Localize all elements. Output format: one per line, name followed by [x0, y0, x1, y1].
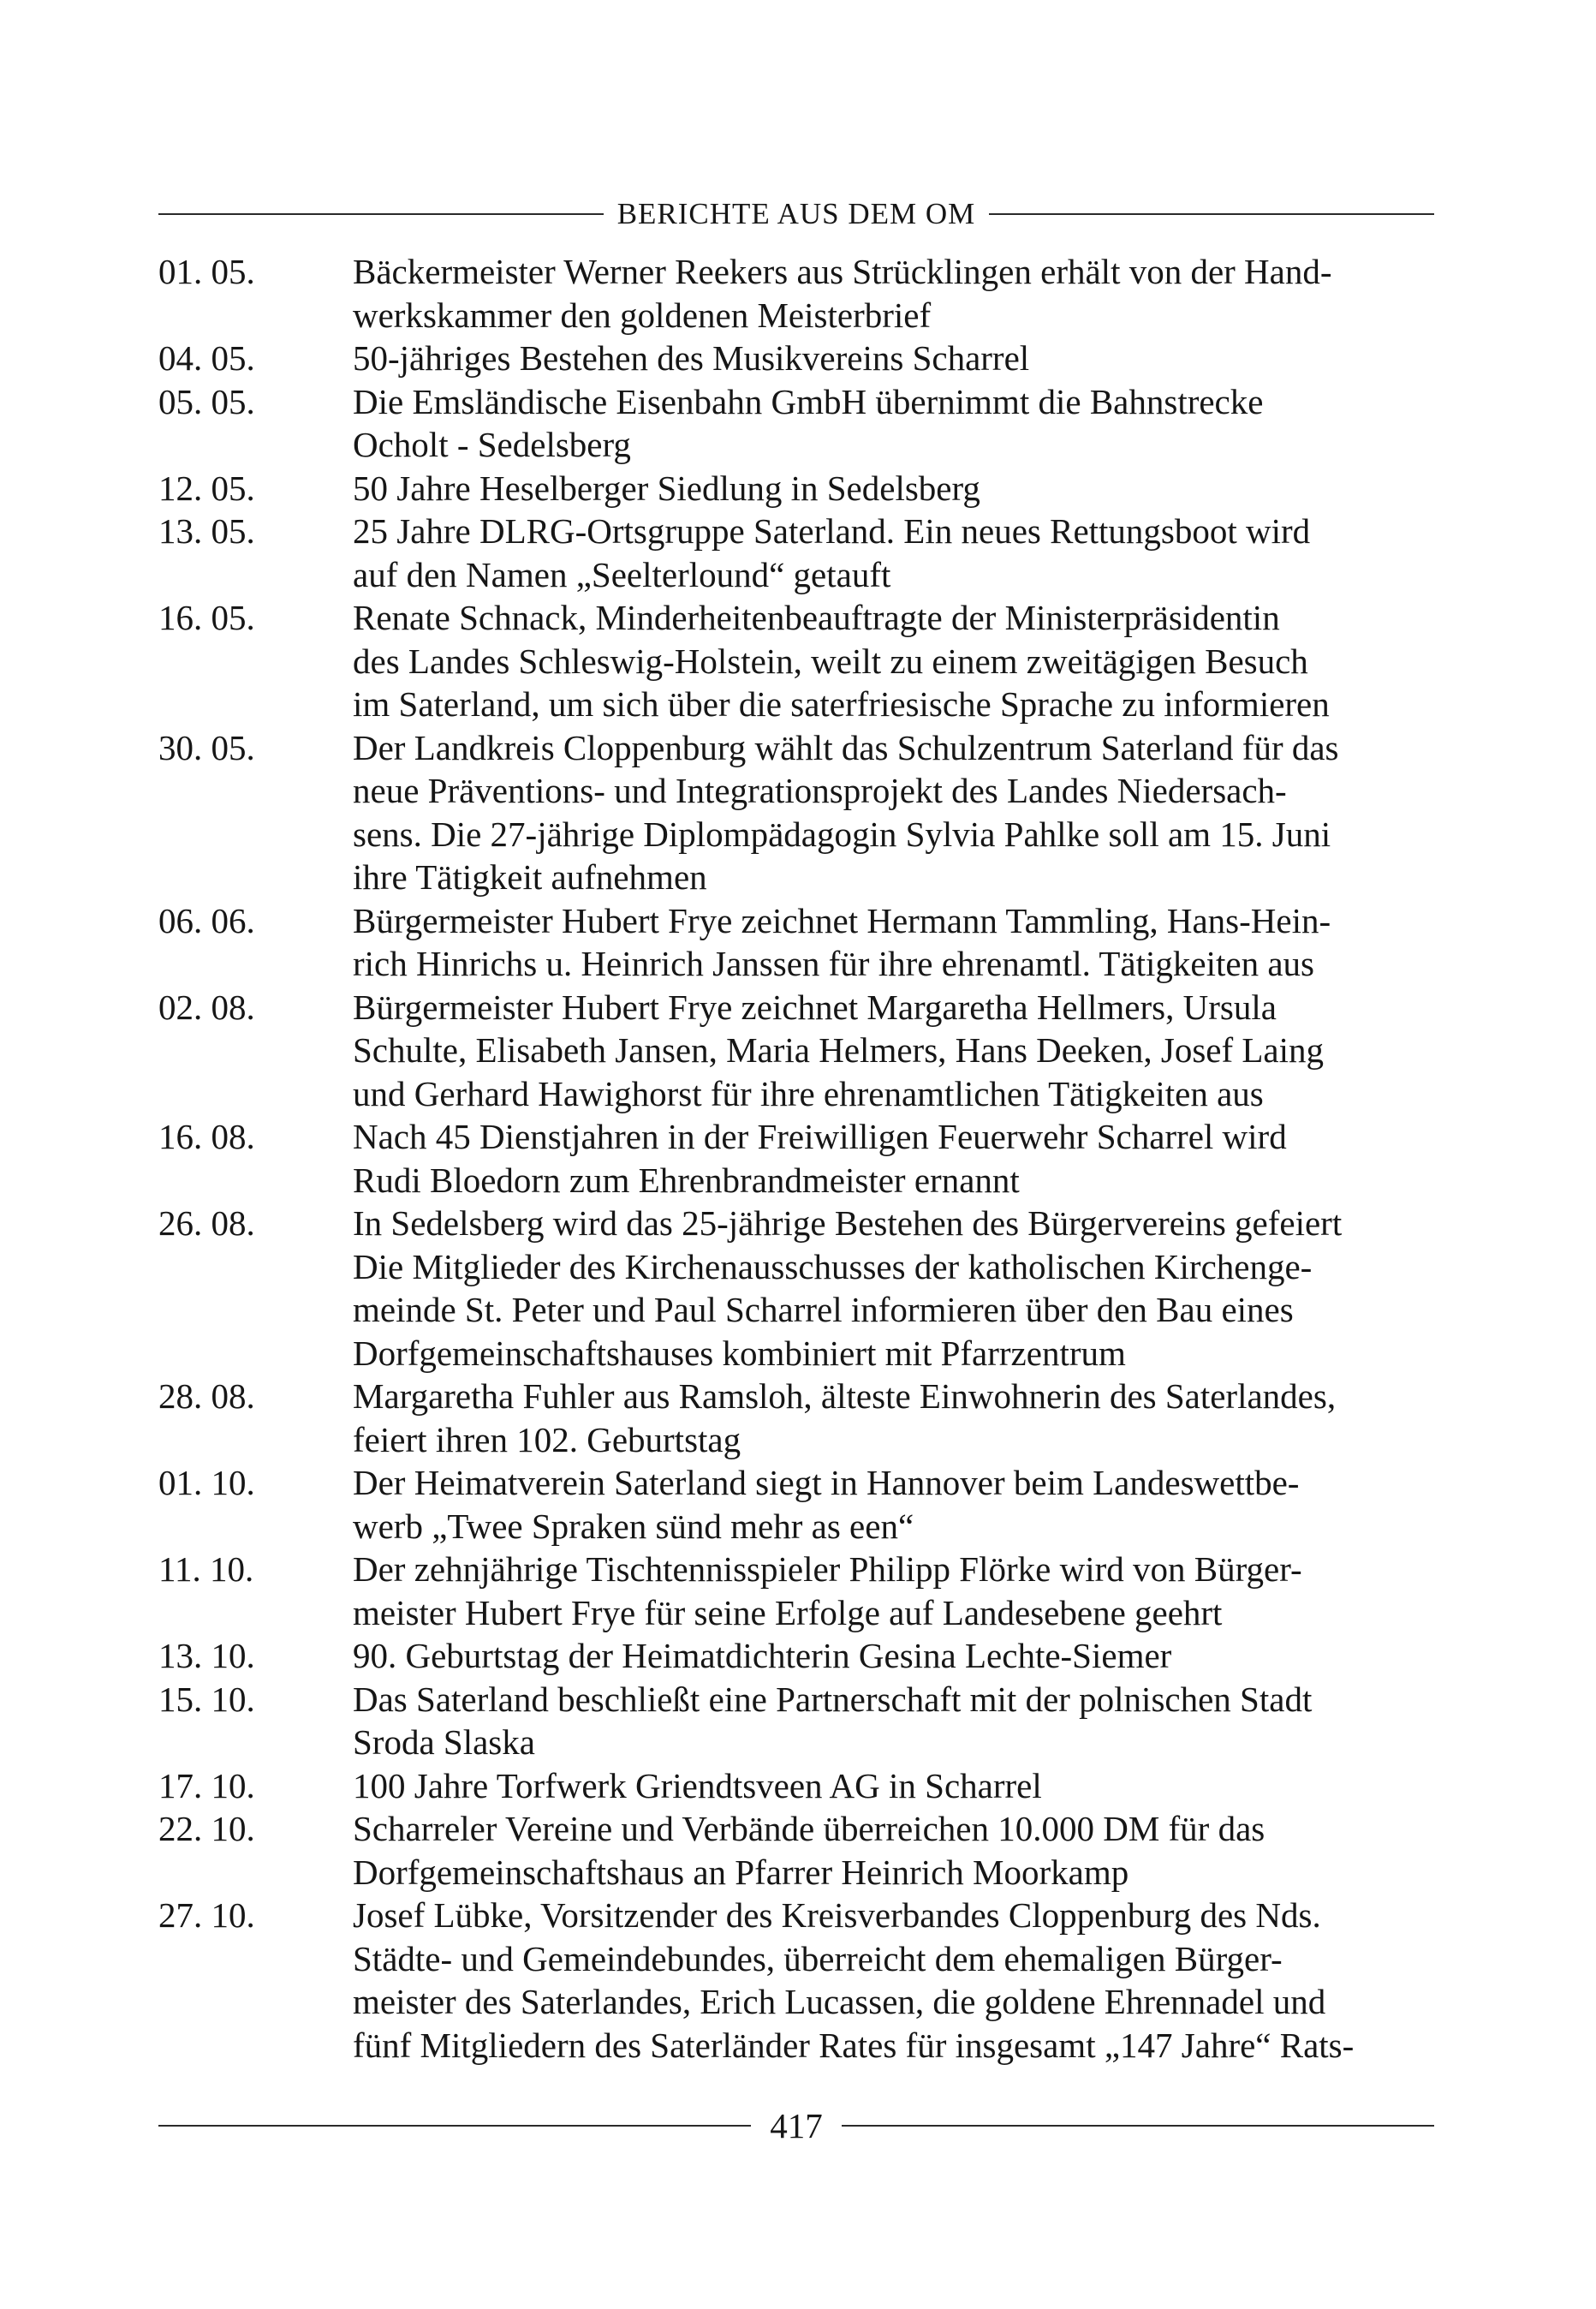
entry-date: 26. 08.	[158, 1203, 255, 1243]
entry-text: In Sedelsberg wird das 25-jährige Bestehen des Bürgervereins gefeiert Die Mitglieder des Kirchenausschusses der katholischen Kirchenge- meinde St. Peter und Paul Scharrel informieren über den Bau eines Dorfgemeinschaftshauses kombiniert mit Pfarrzentrum	[353, 1203, 1343, 1373]
entry-date: 04. 05.	[158, 338, 255, 378]
chronicle-entry	[158, 726, 1434, 899]
running-header	[158, 190, 1434, 238]
entry-text: Nach 45 Dienstjahren in der Freiwilligen Feuerwehr Scharrel wird Rudi Bloedorn zum Ehrenbrandmeister ernannt	[353, 1117, 1287, 1200]
chronicle-entry	[158, 1115, 1434, 1202]
entry-text: 25 Jahre DLRG-Ortsgruppe Saterland. Ein neues Rettungsboot wird auf den Namen „Seelterlound“ getauft	[353, 511, 1311, 594]
header-rule-right	[989, 213, 1434, 215]
entry-text: 90. Geburtstag der Heimatdichterin Gesina Lechte-Siemer	[353, 1636, 1172, 1675]
chronicle-entry	[158, 1634, 1434, 1678]
entry-date: 16. 08.	[158, 1117, 255, 1156]
header-title: BERICHTE AUS DEM OM	[616, 197, 976, 230]
entry-date: 11. 10.	[158, 1549, 254, 1589]
entry-text: 100 Jahre Torfwerk Griendtsveen AG in Scharrel	[353, 1765, 1042, 1805]
entry-date: 27. 10.	[158, 1895, 255, 1935]
chronicle-list	[158, 250, 1434, 2067]
chronicle-entry	[158, 250, 1434, 337]
chronicle-entry	[158, 467, 1434, 510]
chronicle-entry	[158, 1375, 1434, 1461]
entry-date: 02. 08.	[158, 987, 255, 1027]
chronicle-entry	[158, 1548, 1434, 1634]
entry-date: 13. 05.	[158, 511, 255, 551]
footer-rule-right	[842, 2125, 1434, 2127]
chronicle-entry	[158, 1202, 1434, 1375]
chronicle-entry	[158, 1764, 1434, 1808]
entry-date: 15. 10.	[158, 1679, 255, 1719]
footer-rule-left	[158, 2125, 751, 2127]
entry-date: 06. 06.	[158, 900, 255, 940]
entry-text: Renate Schnack, Minderheitenbeauftragte der Ministerpräsidentin des Landes Schleswig-Holstein, weilt zu einem zweitägigen Besuch im Saterland, um sich über die saterfriesische Sprache zu informieren	[353, 598, 1330, 724]
chronicle-entry	[158, 1807, 1434, 1894]
page-number: 417	[770, 2106, 823, 2145]
header-rule-left	[158, 213, 604, 215]
entry-date: 13. 10.	[158, 1636, 255, 1675]
chronicle-entry	[158, 899, 1434, 986]
entry-text: Der Landkreis Cloppenburg wählt das Schulzentrum Saterland für das neue Präventions- und Integrationsprojekt des Landes Niedersach- sens. Die 27-jährige Diplompädagogin Sylvia Pahlke soll am 15. Juni ihre Tätigkeit aufnehmen	[353, 727, 1339, 897]
entry-text: Scharreler Vereine und Verbände überreichen 10.000 DM für das Dorfgemeinschaftshaus an Pfarrer Heinrich Moorkamp	[353, 1809, 1265, 1892]
entry-text: 50 Jahre Heselberger Siedlung in Sedelsberg	[353, 468, 980, 508]
chronicle-entry	[158, 337, 1434, 380]
entry-text: Bürgermeister Hubert Frye zeichnet Margaretha Hellmers, Ursula Schulte, Elisabeth Jansen, Maria Helmers, Hans Deeken, Josef Laing und Gerhard Hawighorst für ihre ehrenamtlichen Tätigkeiten aus	[353, 987, 1325, 1113]
entry-date: 05. 05.	[158, 381, 255, 421]
chronicle-entry	[158, 1678, 1434, 1764]
entry-text: Josef Lübke, Vorsitzender des Kreisverbandes Cloppenburg des Nds. Städte- und Gemeindebundes, überreicht dem ehemaligen Bürger- meister des Saterlandes, Erich Lucassen, die goldene Ehrennadel und fünf Mitgliedern des Saterländer Rates für insgesamt „147 Jahre“ Rats-	[353, 1895, 1355, 2065]
entry-date: 30. 05.	[158, 727, 255, 767]
page-footer	[158, 2100, 1434, 2151]
entry-text: Der Heimatverein Saterland siegt in Hannover beim Landeswettbe- werb „Twee Spraken sünd mehr as een“	[353, 1463, 1300, 1546]
chronicle-entry	[158, 510, 1434, 596]
entry-date: 22. 10.	[158, 1809, 255, 1848]
chronicle-entry	[158, 1894, 1434, 2067]
entry-text: Die Emsländische Eisenbahn GmbH übernimmt die Bahnstrecke Ocholt - Sedelsberg	[353, 381, 1264, 464]
entry-date: 12. 05.	[158, 468, 255, 508]
entry-date: 01. 10.	[158, 1463, 255, 1502]
chronicle-entry	[158, 986, 1434, 1116]
chronicle-entry	[158, 596, 1434, 726]
entry-text: Margaretha Fuhler aus Ramsloh, älteste Einwohnerin des Saterlandes, feiert ihren 102. Geburtstag	[353, 1376, 1337, 1459]
chronicle-entry	[158, 1461, 1434, 1548]
chronicle-entry	[158, 380, 1434, 467]
entry-text: 50-jähriges Bestehen des Musikvereins Scharrel	[353, 338, 1030, 378]
entry-date: 28. 08.	[158, 1376, 255, 1416]
entry-text: Der zehnjährige Tischtennisspieler Philipp Flörke wird von Bürger- meister Hubert Frye für seine Erfolge auf Landesebene geehrt	[353, 1549, 1302, 1632]
entry-date: 16. 05.	[158, 598, 255, 637]
entry-text: Das Saterland beschließt eine Partnerschaft mit der polnischen Stadt Sroda Slaska	[353, 1679, 1313, 1762]
entry-text: Bürgermeister Hubert Frye zeichnet Hermann Tammling, Hans-Hein- rich Hinrichs u. Heinrich Janssen für ihre ehrenamtl. Tätigkeiten aus	[353, 900, 1331, 983]
entry-text: Bäckermeister Werner Reekers aus Strücklingen erhält von der Hand- werkskammer den goldenen Meisterbrief	[353, 252, 1332, 335]
entry-date: 17. 10.	[158, 1765, 255, 1805]
entry-date: 01. 05.	[158, 252, 255, 291]
